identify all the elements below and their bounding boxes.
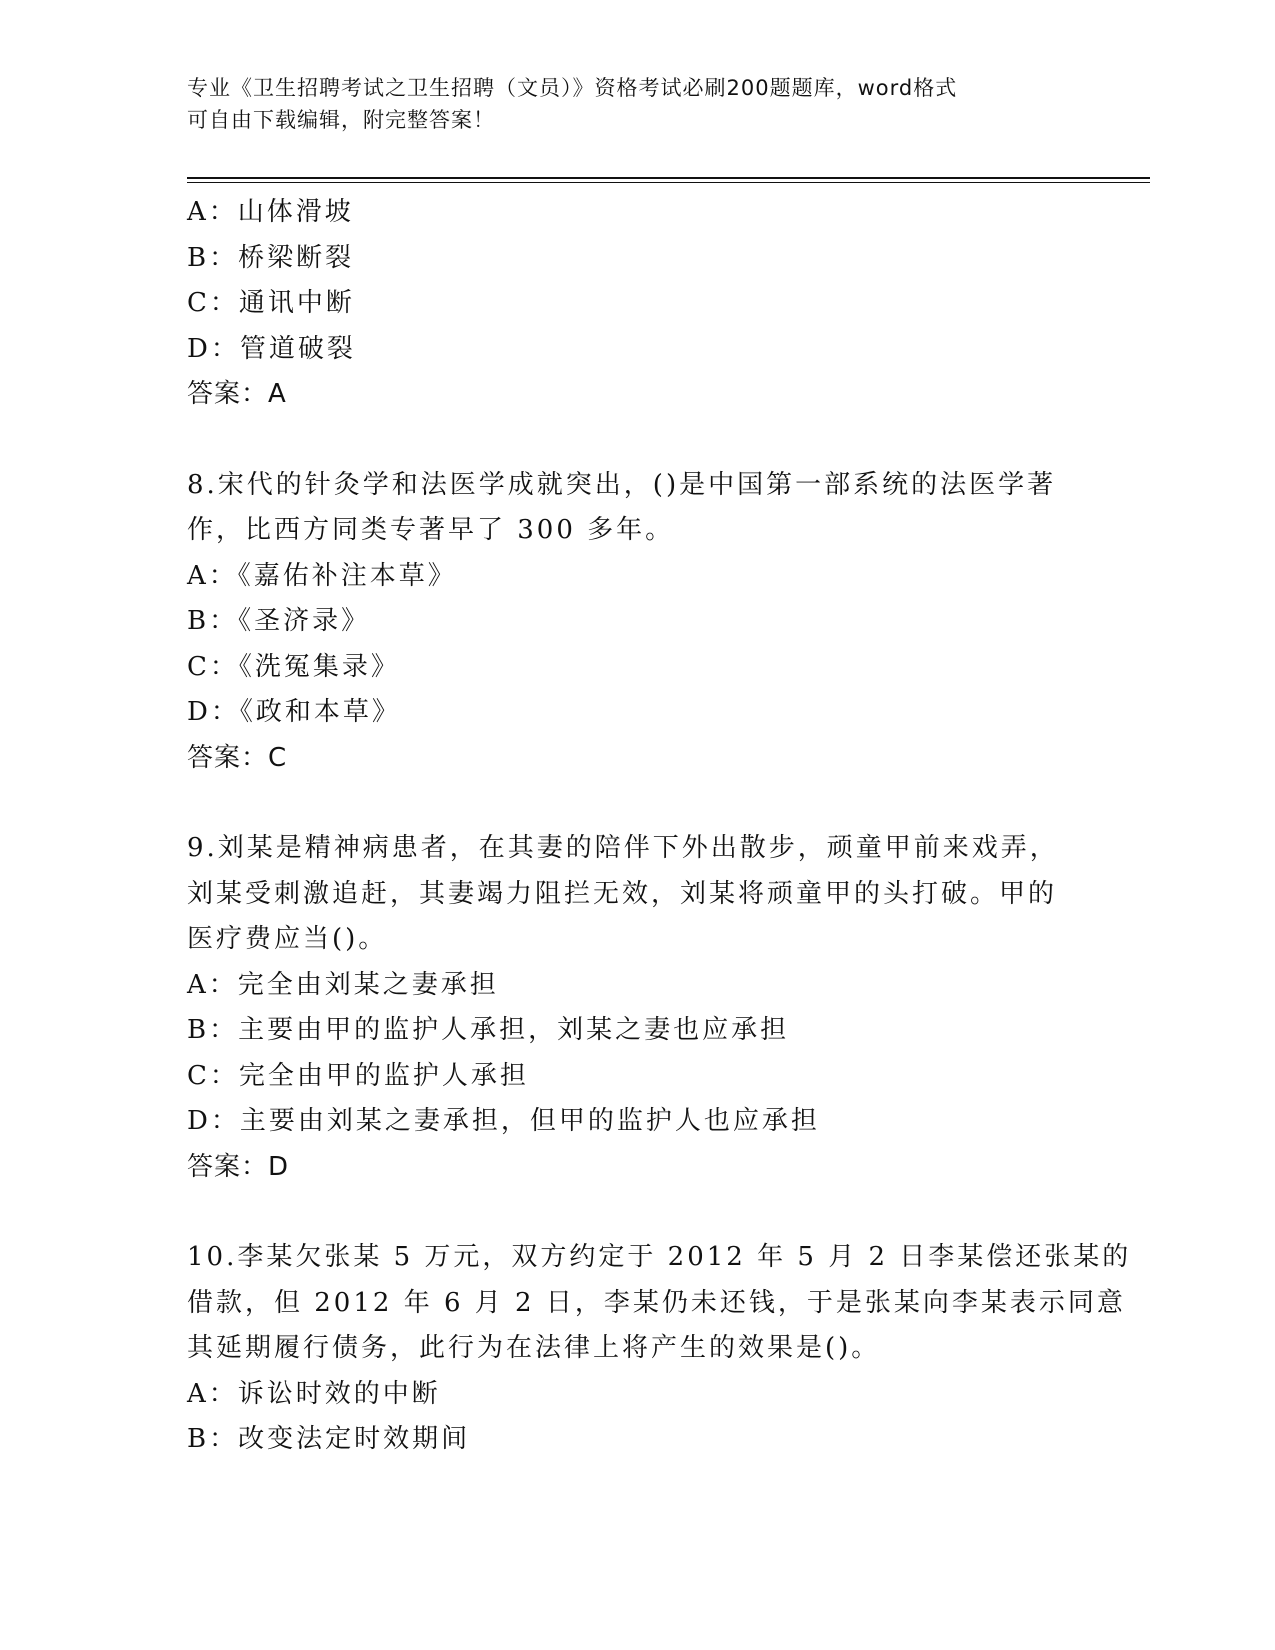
question-stem-line: 作，比西方同类专著早了 300 多年。 <box>187 515 675 545</box>
document-header <box>187 72 1067 136</box>
question-stem-line: 医疗费应当()。 <box>187 924 388 954</box>
option-a: A：《嘉佑补注本草》 <box>187 560 457 591</box>
option-a: A：完全由刘某之妻承担 <box>187 969 499 1000</box>
option-a: A：山体滑坡 <box>187 197 354 227</box>
answer: 答案：D <box>187 1151 290 1182</box>
option-b: B：改变法定时效期间 <box>187 1424 471 1454</box>
header-divider-thin <box>187 182 1150 183</box>
option-c: C：《洗冤集录》 <box>187 651 400 682</box>
header-divider-thick <box>187 177 1150 179</box>
option-c: C：通讯中断 <box>187 288 355 318</box>
question-10 <box>187 1235 1132 1463</box>
answer: 答案：A <box>187 379 287 409</box>
question-7 <box>187 190 1087 418</box>
question-stem-line: 8.宋代的针灸学和法医学成就突出，()是中国第一部系统的法医学著 <box>187 469 1057 500</box>
option-b: B：主要由甲的监护人承担，刘某之妻也应承担 <box>187 1015 790 1045</box>
question-8 <box>187 463 1087 782</box>
option-a: A：诉讼时效的中断 <box>187 1378 441 1409</box>
header-line-2: 可自由下载编辑，附完整答案！ <box>187 108 495 132</box>
option-c: C：完全由甲的监护人承担 <box>187 1060 529 1091</box>
answer: 答案：C <box>187 742 288 773</box>
header-line-1: 专业《卫生招聘考试之卫生招聘（文员）》资格考试必刷200题题库，word格式 <box>187 76 958 100</box>
option-d: D：《政和本草》 <box>187 697 401 727</box>
question-list <box>187 190 1132 1463</box>
question-stem-line: 借款，但 2012 年 6 月 2 日，李某仍未还钱，于是张某向李某表示同意 <box>187 1287 1126 1318</box>
question-9 <box>187 826 1087 1190</box>
option-b: B：《圣济录》 <box>187 606 371 636</box>
question-stem-line: 刘某受刺激追赶，其妻竭力阻拦无效，刘某将顽童甲的头打破。甲的 <box>187 878 1058 909</box>
question-stem-line: 10.李某欠张某 5 万元，双方约定于 2012 年 5 月 2 日李某偿还张某的 <box>187 1242 1132 1272</box>
question-stem-line: 9.刘某是精神病患者，在其妻的陪伴下外出散步，顽童甲前来戏弄， <box>187 833 1059 863</box>
option-d: D：管道破裂 <box>187 333 356 364</box>
option-d: D：主要由刘某之妻承担，但甲的监护人也应承担 <box>187 1106 820 1136</box>
option-b: B：桥梁断裂 <box>187 242 355 273</box>
question-stem-line: 其延期履行债务，此行为在法律上将产生的效果是()。 <box>187 1333 881 1363</box>
